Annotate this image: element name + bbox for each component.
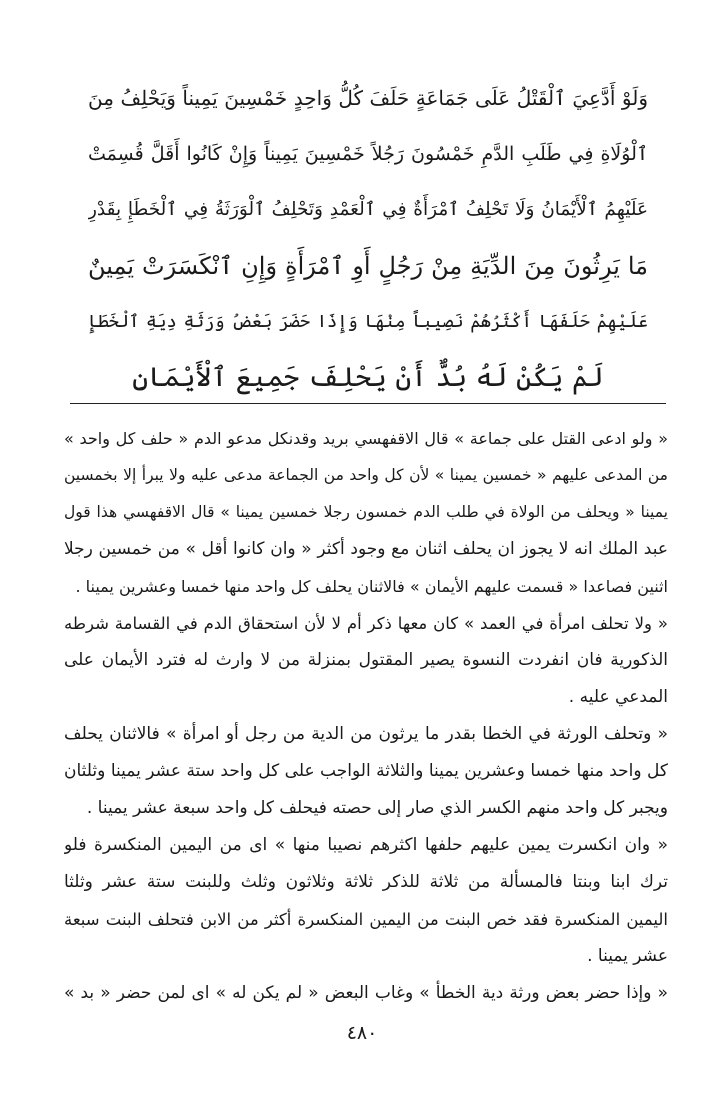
main-text-line: عَلَيْهِمْ حَلَفَهَا أَكْثَرُهُمْ نَصِيباً مِنْهَا وَإِذَا حَضَرَ بَعْضُ وَرَثَةِ دِيَةِ ٱلْخَطَإِ: [88, 312, 648, 332]
main-text: [88, 70, 648, 406]
main-text-line: عَلَيْهِمُ ٱلْأَيْمَانُ وَلَا تَحْلِفُ ٱمْرَأَةٌ فِي ٱلْعَمْدِ وَتَحْلِفُ ٱلْوَرَثَةُ فِي ٱلْخَطَإِ بِقَدْرِ: [88, 199, 648, 220]
commentary-line: ويجبر كل واحد منهم الكسر الذي صار إلى حصته فيحلف كل واحد سبعة عشر يمينا .: [86, 798, 668, 818]
commentary-line: الذكورية فان انفردت النسوة يصير المقتول بمنزلة من لا وارث له فترد الأيمان على: [64, 650, 668, 670]
commentary-line: اثنين فصاعدا « قسمت عليهم الأيمان » فالاثنان يحلف كل واحد منها خمسا وعشرين يمينا .: [75, 577, 668, 596]
separator-rule: [70, 403, 666, 404]
main-text-line: لَمْ يَكُنْ لَهُ بُدٌّ أَنْ يَحْلِفَ جَمِيعَ ٱلْأَيْمَانِ: [132, 362, 604, 393]
commentary-line: المدعي عليه .: [568, 687, 668, 707]
commentary-line: « وتحلف الورثة في الخطا بقدر ما يرثون من الدية من رجل أو امرأة » فالاثنان يحلف: [64, 724, 668, 744]
page-number: ٤٨٠: [346, 1022, 378, 1044]
commentary-line: ترك ابنا وبنتا فالمسألة من ثلاثة للذكر ثلاثة وثلاثون وثلث وللبنت ستة عشر وثلثا: [64, 872, 668, 892]
commentary-line: اليمين المنكسرة فقد خص البنت من اليمين المنكسرة أكثر من الابن فتحلف البنت سبعة: [64, 910, 668, 929]
commentary-line: عشر يمينا .: [587, 946, 668, 966]
commentary-line: كل واحد منها خمسا وعشرين يمينا والثلاثة الواجب على كل واحد ستة عشر يمينا وثلثان: [64, 761, 668, 781]
commentary-line: « ولا تحلف امرأة في العمد » كان معها ذكر أم لا لأن استحقاق الدم في القسامة شرطه: [64, 614, 668, 633]
main-text-line: ٱلْوُلَاةِ فِي طَلَبِ الدَّمِ خَمْسُونَ رَجُلاً خَمْسِينَ يَمِيناً وَإِنْ كَانُوا أَقَلَّ قُسِمَتْ: [88, 143, 648, 165]
main-text-line: وَلَوْ أَدَّعِيَ ٱلْقَتْلُ عَلَى جَمَاعَةٍ حَلَفَ كُلُّ وَاحِدٍ خَمْسِينَ يَمِيناً وَيَحْلِفُ مِنَ: [88, 86, 648, 110]
commentary-line: يمينا « ويحلف من الولاة في طلب الدم خمسون رجلا خمسين يمينا » قال الاقفهسي هذا قول: [64, 503, 668, 521]
commentary-line: « وإذا حضر بعض ورثة دية الخطأ » وغاب البعض « لم يكن له » اى لمن حضر « بد »: [64, 983, 668, 1003]
commentary-line: عبد الملك انه لا يجوز ان يحلف اثنان مع وجود أكثر « وان كانوا أقل » من خمسين رجلا: [64, 539, 668, 559]
commentary-line: « وان انكسرت يمين عليهم حلفها اكثرهم نصيبا منها » اى من اليمين المنكسرة فلو: [64, 835, 668, 855]
commentary-line: من المدعى عليهم « خمسين يمينا » لأن كل واحد من الجماعة مدعى عليه ولا يبرأ إلا بخمسين: [64, 466, 668, 484]
commentary-line: « ولو ادعى القتل على جماعة » قال الاقفهسي بريد وقدنكل مدعو الدم « حلف كل واحد »: [64, 429, 668, 448]
commentary-text: [64, 420, 668, 1012]
main-text-line: مَا يَرِثُونَ مِنَ الدِّيَةِ مِنْ رَجُلٍ أَوِ ٱمْرَأَةٍ وَإِنِ ٱنْكَسَرَتْ يَمِينٌ: [88, 252, 648, 280]
